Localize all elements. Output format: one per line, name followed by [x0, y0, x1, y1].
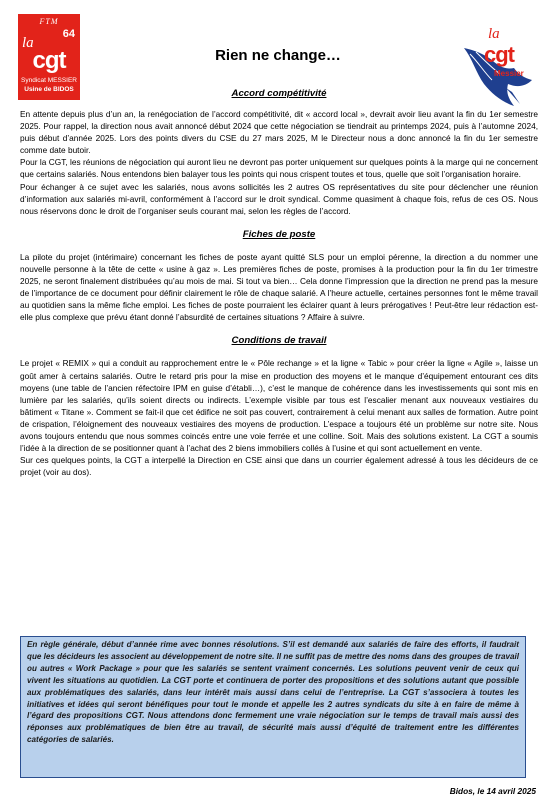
- logo-right-messier-text: Messier: [494, 69, 524, 78]
- paragraph-accord-3: Pour échanger à ce sujet avec les salariés, nous avons sollicités les 2 autres OS représentatives du site pour déclencher une réunion d’information aux salariés mi-avril, conformément à l’accord sur le droit syndical. Comme quasiment à chaque fois, refus de ces OS. Nous nous réservons donc le droit de l’organiser seuls courant mai, selon les règles de l’accord.: [20, 181, 538, 216]
- logo-cgt-text: cgt: [32, 47, 66, 74]
- section-title-fiches: Fiches de poste: [242, 228, 316, 240]
- callout-box: [20, 636, 526, 778]
- page-title: Rien ne change…: [215, 47, 341, 64]
- logo-la-text: la: [22, 35, 34, 51]
- logo-ftm-text: FTM: [39, 17, 59, 26]
- logo-syndicat-text: Syndicat MESSIER: [21, 77, 77, 84]
- logo-right-cgt-text: cgt: [484, 42, 514, 67]
- main-content: [20, 88, 538, 478]
- logo-number: 64: [62, 28, 75, 40]
- paragraph-conditions-2: Sur ces quelques points, la CGT a interpellé la Direction en CSE ainsi que dans un courrier également adressé à tous les décideurs de ce projet (voir au dos).: [20, 455, 538, 478]
- paragraph-conditions-1: Le projet « REMIX » qui a conduit au rapprochement entre le « Pôle rechange » et la ligne « Tabic » pour créer la ligne « Agile », laisse un goût amer à certains salariés. Outre le retard pris pour la mise en production des moyens et le manque d’équipement entourant ces dits moyens (une table de l’ancien réfectoire IPM en guise d’établi…), c’est le manque de cohérence dans les investissements qui sont mis en lumière par les salariés, qu’ils soient directs ou indirects. L’exemple visible par tous est l’escalier menant aux nouveaux vestiaires du bâtiment « Titane ». Comment se fait-il que cet édifice ne soit pas couvert, contrairement à celui menant aux salles de formation. Autre point de crispation, l’éloignement des nouveaux vestiaires des moyens de production. L’espace a toujours été un problème sur notre site. Nous avons toujours entendu que nous sommes coincés entre une voie ferrée et une colline. Soit. Mais des solutions existent. La CGT a soumis l’idée à la direction de se positionner quant à l’achat des 2 biens immobiliers collés à l’usine et qui sont actuellement en vente.: [20, 358, 538, 454]
- logo-right-la-text: la: [488, 26, 500, 42]
- section-title-conditions: Conditions de travail: [231, 335, 327, 347]
- callout-text: En règle générale, début d’année rime avec bonnes résolutions. S’il est demandé aux salariés de faire des efforts, il faudrait que les décideurs les associent au développement de notre site. Il ne suffit pas de mettre des noms dans des groupes de travail ou autres « Work Package » pour que les salariés se sentent vraiment concernés. Les solutions peuvent venir de ceux qui vivent les situations au quotidien. La CGT porte et continuera de porter des propositions et des solutions autant que possible aux problématiques des salariés, dans leur intérêt mais aussi dans celui de l’entreprise. La CGT s’associera à toutes les initiatives et idées qui seront bénéfiques pour tout le monde et appelle les 2 autres syndicats du site à en faire de même à l’égard des propositions CGT. Nous attendons donc fermement une vraie négociation sur le temps de travail mais aussi des réponses aux problématiques de bien être au travail, de sécurité mais aussi d’équité de traitement entre les différentes catégories de salariés.: [27, 640, 519, 745]
- section-title-accord: Accord compétitivité: [231, 88, 327, 99]
- paragraph-fiches-1: La pilote du projet (intérimaire) concernant les fiches de poste ayant quitté SLS pour un emploi pérenne, la direction a du nommer une nouvelle personne à la tête de cette « usine à gaz ». Les premières fiches de poste, promises à la production pour la fin du 1er trimestre 2025, ne seront finalement distribuées qu’au mois de mai. Si tout va bien… Cela donne l’impression que la direction ne prend pas la mesure de l’importance de ce document pour définir clairement le rôle de chaque salarié. A l’heure actuelle, certaines personnes font le même travail au quotidien sans la même fiche emploi. Les fiches de poste pourraient les éclairer quant à leurs prérogatives ! Peut-être leur rédaction est-elle plus complexe que prévu étant donné l’absurdité de certaines situations ? Affaire à suivre.: [20, 251, 538, 323]
- place-date-signature: Bidos, le 14 avril 2025: [449, 786, 536, 796]
- logo-usine-text: Usine de BIDOS: [24, 86, 74, 93]
- paragraph-accord-1: En attente depuis plus d’un an, la renégociation de l’accord compétitivité, dit « accord local », devrait avoir lieu avant la fin du 1er semestre 2025. Pour rappel, la direction nous avait annoncé début 2024 que cette négociation se tiendrait au printemps 2024, puis à l’automne 2024, puis début d’année 2025. Lors des points divers du CSE du 27 mars 2025, M le Directeur nous a donc annoncé la fin du 1er semestre comme date butoir.: [20, 109, 538, 156]
- paragraph-accord-2: Pour la CGT, les réunions de négociation qui auront lieu ne devront pas porter uniquement sur quelques points à la marge qui ne concernent que certains salariés. Nous entendons bien balayer tous les points qui nous crispent toutes et tous, quelle que soit l’organisation horaire.: [20, 157, 538, 180]
